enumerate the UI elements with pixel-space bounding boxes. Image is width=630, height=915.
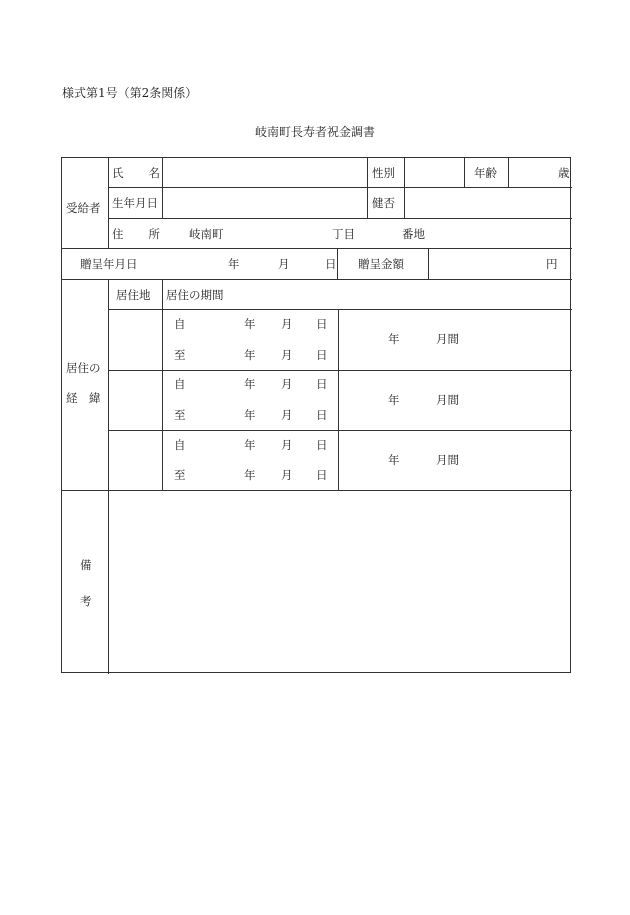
period-from-month: 月	[281, 317, 293, 331]
row-divider	[108, 309, 572, 310]
residence-group-label-2: 経 緯	[66, 391, 101, 405]
page-title: 岐南町長寿者祝金調書	[254, 125, 375, 139]
recipient-group-label: 受給者	[66, 201, 101, 215]
period-span-months: 月間	[436, 332, 459, 346]
period-from-month: 月	[281, 438, 293, 452]
age-label: 年齢	[474, 166, 497, 180]
period-from-label: 自	[174, 377, 186, 391]
gift-year: 年	[228, 257, 240, 271]
column-divider	[404, 158, 405, 218]
residence-group-label-1: 居住の	[66, 361, 101, 375]
period-from-day: 日	[316, 317, 328, 331]
row-divider	[108, 218, 572, 219]
yen-unit: 円	[546, 257, 558, 271]
period-from-day: 日	[316, 377, 328, 391]
row-divider	[62, 279, 572, 280]
column-divider	[367, 158, 368, 218]
column-divider	[162, 279, 163, 490]
gift-date-label: 贈呈年月日	[80, 257, 138, 271]
period-to-year: 年	[244, 348, 256, 362]
period-to-day: 日	[316, 468, 328, 482]
row-divider	[62, 248, 572, 249]
residence-period-header: 居住の期間	[166, 288, 224, 302]
gift-month: 月	[278, 257, 290, 271]
period-span-months: 月間	[436, 393, 459, 407]
column-divider	[108, 279, 109, 674]
period-to-label: 至	[174, 468, 186, 482]
column-divider	[108, 158, 109, 248]
birth-date-label: 生年月日	[112, 196, 158, 210]
column-divider	[428, 248, 429, 279]
period-to-label: 至	[174, 348, 186, 362]
address-label: 住 所	[112, 227, 160, 241]
age-unit: 歳	[558, 166, 570, 180]
address-chome: 丁目	[332, 227, 355, 241]
period-to-month: 月	[281, 348, 293, 362]
column-divider	[337, 248, 338, 279]
gift-day: 日	[325, 257, 337, 271]
period-to-month: 月	[281, 468, 293, 482]
period-from-year: 年	[244, 438, 256, 452]
period-span-months: 月間	[436, 453, 459, 467]
row-divider	[108, 430, 572, 431]
period-span-year: 年	[388, 332, 400, 346]
column-divider	[464, 158, 465, 187]
form-number: 様式第1号（第2条関係）	[62, 86, 198, 100]
column-divider	[162, 158, 163, 218]
row-divider	[62, 490, 572, 491]
address-town: 岐南町	[189, 227, 224, 241]
period-from-month: 月	[281, 377, 293, 391]
row-divider	[108, 370, 572, 371]
row-divider	[108, 187, 572, 188]
column-divider	[338, 309, 339, 490]
period-span-year: 年	[388, 453, 400, 467]
remarks-label-2: 考	[80, 594, 92, 608]
period-from-day: 日	[316, 438, 328, 452]
remarks-label-1: 備	[80, 558, 92, 572]
period-to-year: 年	[244, 408, 256, 422]
survey-form-table	[61, 157, 571, 673]
period-from-label: 自	[174, 317, 186, 331]
period-span-year: 年	[388, 393, 400, 407]
gender-label: 性別	[372, 166, 395, 180]
name-label: 氏 名	[112, 166, 160, 180]
period-to-day: 日	[316, 408, 328, 422]
health-label: 健否	[372, 196, 395, 210]
period-from-label: 自	[174, 438, 186, 452]
period-from-year: 年	[244, 377, 256, 391]
period-to-day: 日	[316, 348, 328, 362]
residence-place-header: 居住地	[116, 288, 151, 302]
period-to-label: 至	[174, 408, 186, 422]
period-to-year: 年	[244, 468, 256, 482]
column-divider	[508, 158, 509, 187]
period-from-year: 年	[244, 317, 256, 331]
period-to-month: 月	[281, 408, 293, 422]
gift-amount-label: 贈呈金額	[358, 257, 404, 271]
address-banchi: 番地	[402, 227, 425, 241]
